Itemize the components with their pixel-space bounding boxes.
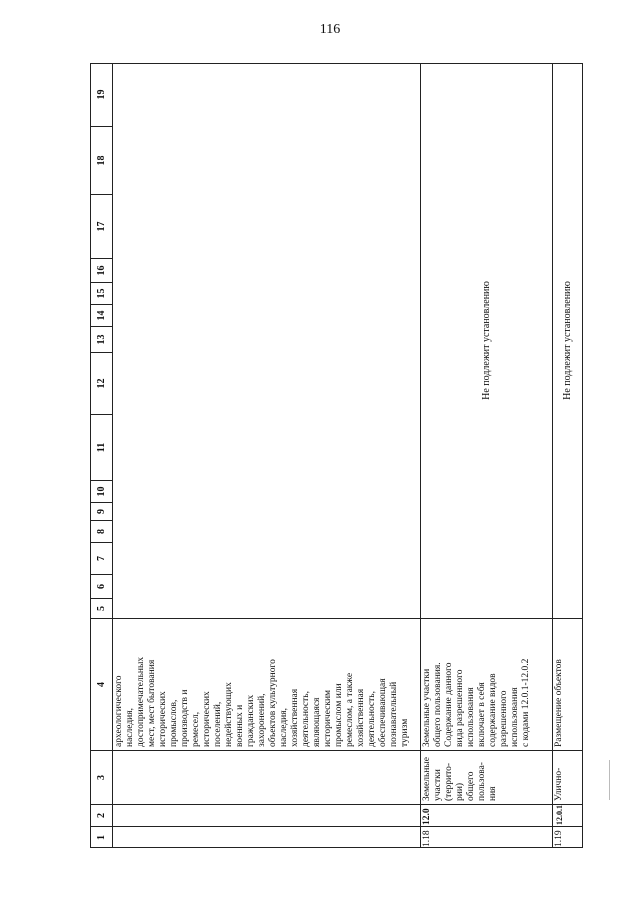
header-col-13: 13 — [90, 326, 112, 352]
header-col-14: 14 — [90, 304, 112, 326]
row1-num-cell — [112, 826, 420, 848]
scan-artifact — [609, 760, 610, 800]
header-col-10: 10 — [90, 480, 112, 502]
row3-num: 1.19 — [552, 826, 583, 848]
row1-description: археологического наследия, достопримечательных мест, мест бытования исторических промыслов, производств и ремесел, исторических поселений, недействующих военных и гражданских захоронений, объектов культурного наследия, хозяйственная деятельность, являющаяся историческим промыслом или ремеслом, а также хозяйственная деятельность, обеспечивающая познавательный туризм — [112, 618, 420, 750]
header-col-4: 4 — [90, 618, 112, 750]
header-col-11: 11 — [90, 414, 112, 480]
header-col-2: 2 — [90, 804, 112, 826]
header-col-18: 18 — [90, 126, 112, 194]
header-col-16: 16 — [90, 258, 112, 282]
header-col-15: 15 — [90, 282, 112, 304]
row2-name: Земельные участки (террито- рии) общего пользова- ния — [420, 750, 552, 804]
page-number: 116 — [319, 22, 341, 37]
row3-name: Улично- — [552, 750, 583, 804]
header-col-3: 3 — [90, 750, 112, 804]
header-col-9: 9 — [90, 502, 112, 520]
row2-code: 12.0 — [420, 804, 552, 826]
row3-description: Размещение объектов — [552, 618, 583, 750]
header-col-5: 5 — [90, 598, 112, 618]
row1-name-cell — [112, 750, 420, 804]
header-col-6: 6 — [90, 574, 112, 598]
header-col-7: 7 — [90, 542, 112, 574]
row1-code-cell — [112, 804, 420, 826]
row2-num: 1.18 — [420, 826, 552, 848]
rotated-table — [90, 63, 583, 848]
header-col-17: 17 — [90, 194, 112, 258]
row3-note: Не подлежит установлению — [562, 281, 573, 400]
header-col-19: 19 — [95, 89, 107, 100]
header-col-8: 8 — [90, 520, 112, 542]
row3-code: 12.0.1 — [552, 804, 583, 826]
header-col-12: 12 — [90, 352, 112, 414]
row2-description: Земельные участки общего пользования. Содержание данного вида разрешенного использования включает в себя содержание видов разрешенного использования с кодами 12.0.1-12.0.2 — [420, 618, 552, 750]
header-col-1: 1 — [90, 826, 112, 848]
row2-note: Не подлежит установлению — [480, 281, 492, 400]
